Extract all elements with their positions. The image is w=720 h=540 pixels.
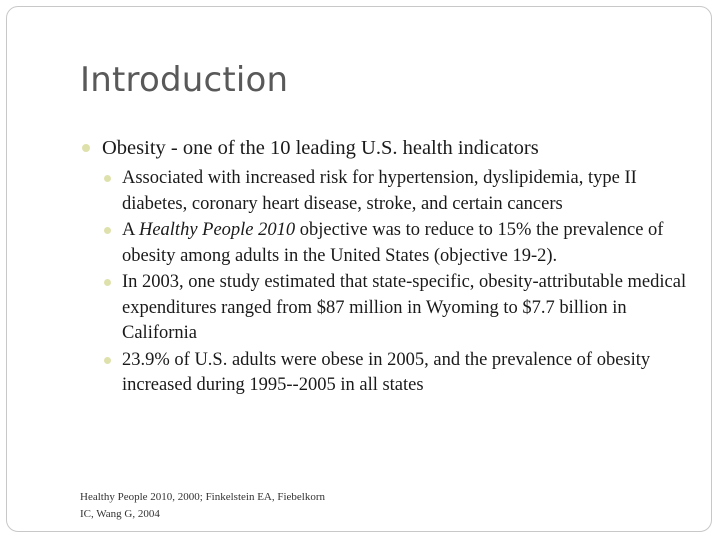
bullet-text: Obesity - one of the 10 leading U.S. health indicators [102,137,539,159]
bullet-dot-icon [104,357,111,364]
sub-bullet-text: 23.9% of U.S. adults were obese in 2005, and the prevalence of obesity increased during 1995--2005 in all states [122,349,651,395]
bullet-dot-icon [104,227,111,234]
citation-line-2: IC, Wang G, 2004 [80,508,160,520]
sub-bullet-medical-expenditures [80,270,690,347]
bullet-dot-icon [82,144,90,152]
sub-bullet-healthy-people-objective [80,218,690,269]
citation [80,489,380,523]
healthy-people-title: Healthy People 2010 [138,220,296,240]
sub-bullet-text-pre: A [122,220,139,240]
slide-title: Introduction [80,60,289,100]
sub-bullet-text: In 2003, one study estimated that state-specific, obesity-attributable medical expenditures ranged from $87 million in Wyoming to $7.7 billion in California [122,272,687,343]
sub-bullet-obesity-prevalence [80,348,690,399]
bullet-dot-icon [104,279,111,286]
sub-bullet-associated-risk [80,166,690,217]
slide-body [80,134,690,400]
sub-bullet-text: Associated with increased risk for hypertension, dyslipidemia, type II diabetes, coronary heart disease, stroke, and certain cancers [122,168,637,214]
bullet-obesity-indicator [80,134,690,162]
citation-line-1: Healthy People 2010, 2000; Finkelstein EA, Fiebelkorn [80,491,326,503]
sub-bullet-text-post: objective was to reduce to 15% the prevalence of obesity among adults in the United States (objective 19-2). [122,220,664,266]
bullet-dot-icon [104,175,111,182]
